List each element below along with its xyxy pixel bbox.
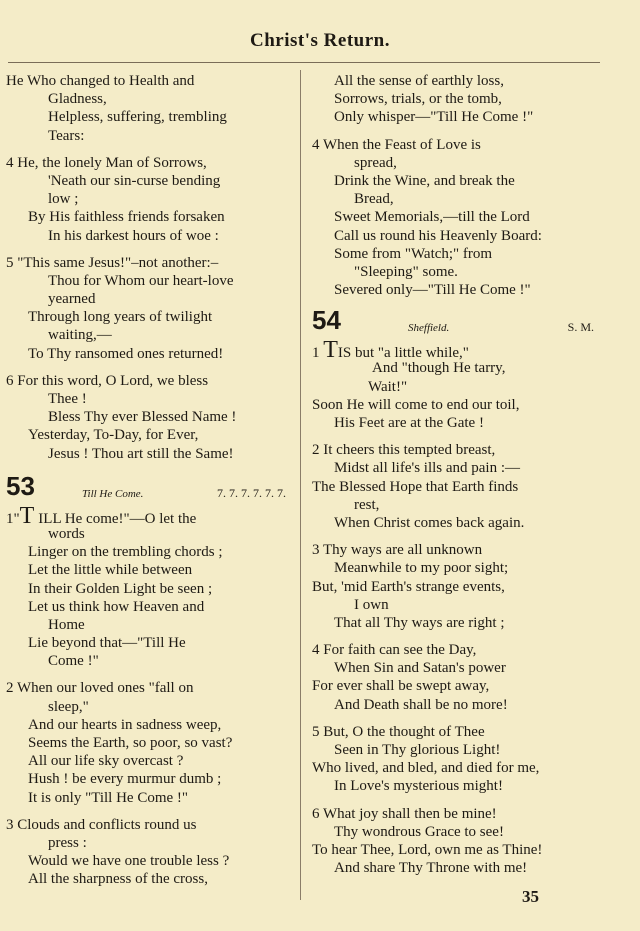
page-title: Christ's Return. — [250, 30, 390, 51]
verse-line: Bread, — [354, 191, 394, 208]
verse-line: sleep," — [48, 698, 89, 715]
verse-line: By His faithless friends forsaken — [28, 209, 225, 226]
hymn-54-verse-2 — [312, 441, 600, 532]
hymn-53-verse-1 — [6, 502, 292, 671]
verse-line: For ever shall be swept away, — [312, 678, 490, 695]
verse-line: All our life sky overcast ? — [28, 753, 184, 770]
verse-line: Seen in Thy glorious Light! — [334, 742, 501, 758]
hymn-54-verse-5 — [312, 723, 600, 796]
verse-line: words — [48, 525, 85, 542]
meter: S. M. — [567, 320, 594, 335]
verse-line: Gladness, — [48, 91, 107, 108]
verse-line: Thy wondrous Grace to see! — [334, 823, 504, 840]
verse-line: low ; — [48, 191, 79, 208]
verse-line: 3 Thy ways are all unknown — [312, 542, 483, 559]
verse-line: To Thy ransomed ones returned! — [28, 345, 224, 362]
verse-line: When Sin and Satan's power — [334, 660, 506, 677]
verse-line: Through long years of twilight — [28, 309, 213, 326]
verse-line: Come !" — [48, 653, 99, 670]
verse-line: 'Neath our sin-curse bending — [48, 172, 221, 189]
verse-line: 4 He, the lonely Man of Sorrows, — [6, 154, 207, 171]
verse-line: All the sense of earthly loss, — [334, 73, 504, 89]
left-verse-4 — [6, 154, 292, 245]
header-rule — [8, 62, 600, 63]
verse-line: 4 For faith can see the Day, — [312, 642, 477, 659]
verse-line: It is only "Till He Come !" — [28, 789, 189, 806]
verse-line: 3 Clouds and conflicts round us — [6, 816, 197, 833]
hymn-number: 54 — [312, 305, 341, 336]
verse-line: Sweet Memorials,—till the Lord — [334, 209, 530, 226]
verse-line: 5 But, O the thought of Thee — [312, 723, 485, 740]
verse-line: But, 'mid Earth's strange events, — [312, 578, 505, 595]
column-divider — [300, 70, 301, 900]
verse-line: Jesus ! Thou art still the Same! — [48, 445, 234, 462]
verse-line: 4 When the Feast of Love is — [312, 136, 481, 153]
verse-line: In their Golden Light be seen ; — [28, 580, 213, 597]
verse-line: Thou for Whom our heart-love — [48, 272, 234, 289]
verse-line: Who lived, and bled, and died for me, — [312, 760, 540, 777]
verse-line: 1 TIS but "a little while," — [312, 337, 469, 364]
left-verse-5 — [6, 254, 292, 363]
verse-line: yearned — [48, 291, 96, 308]
meter: 7. 7. 7. 7. 7. 7. — [217, 485, 286, 500]
page-number: 35 — [522, 887, 539, 906]
verse-line: The Blessed Hope that Earth finds — [312, 478, 519, 495]
verse-line: rest, — [354, 496, 380, 513]
verse-line: And share Thy Throne with me! — [334, 860, 528, 877]
hymn-53-heading — [6, 470, 292, 507]
verse-line: And our hearts in sadness weep, — [28, 716, 222, 733]
verse-line: When Christ comes back again. — [334, 514, 525, 531]
verse-line: Let the little while between — [28, 562, 193, 579]
verse-line: Home — [48, 616, 85, 633]
verse-line: 6 For this word, O Lord, we bless — [6, 372, 209, 389]
tune-name: Till He Come. — [82, 487, 144, 500]
right-verse-4 — [312, 136, 600, 300]
verse-line: To hear Thee, Lord, own me as Thine! — [312, 841, 543, 858]
verse-line: press : — [48, 834, 87, 851]
verse-line: Hush ! be every murmur dumb ; — [28, 771, 222, 788]
verse-line: Sorrows, trials, or the tomb, — [334, 91, 502, 108]
verse-line: He Who changed to Health and — [6, 73, 195, 89]
verse-line: Wait!" — [368, 378, 408, 395]
verse-line: Tears: — [48, 127, 85, 144]
drop-cap: T — [19, 502, 35, 529]
verse-line: Let us think how Heaven and — [28, 598, 205, 615]
hymn-54-verse-1 — [312, 337, 600, 432]
left-column — [6, 72, 292, 889]
verse-line: 2 When our loved ones "fall on — [6, 680, 194, 697]
verse-line: In his darkest hours of woe : — [48, 227, 219, 244]
verse-line: "Sleeping" some. — [354, 263, 458, 280]
left-verse-6 — [6, 372, 292, 463]
drop-cap: T — [323, 337, 338, 364]
hymn-54-verse-6 — [312, 805, 600, 878]
verse-line: Bless Thy ever Blessed Name ! — [48, 409, 237, 426]
verse-line: Seems the Earth, so poor, so vast? — [28, 735, 233, 751]
verse-line: Drink the Wine, and break the — [334, 172, 515, 189]
verse-line: I own — [354, 596, 389, 613]
verse-line: Would we have one trouble less ? — [28, 853, 230, 870]
verse-line: 2 It cheers this tempted breast, — [312, 442, 496, 459]
verse-line: spread, — [354, 154, 397, 171]
verse-line: waiting,— — [48, 327, 112, 344]
verse-line: All the sharpness of the cross, — [28, 871, 208, 888]
hymn-number: 53 — [6, 470, 35, 501]
verse-line: In Love's mysterious might! — [334, 778, 503, 795]
verse-line: Soon He will come to end our toil, — [312, 396, 520, 413]
hymn-54-heading — [312, 305, 600, 341]
verse-line: And "though He tarry, — [372, 360, 506, 377]
verse-line: Linger on the trembling chords ; — [28, 544, 223, 561]
right-continuation — [312, 72, 600, 127]
verse-line: Call us round his Heavenly Board: — [334, 227, 542, 244]
left-continuation — [6, 72, 292, 145]
verse-line: Only whisper—"Till He Come !" — [334, 109, 534, 126]
verse-line: 1"T ILL He come!"—O let the — [6, 502, 197, 529]
verse-line: Helpless, suffering, trembling — [48, 109, 227, 126]
verse-line: Yesterday, To-Day, for Ever, — [28, 427, 199, 444]
hymn-54-verse-4 — [312, 641, 600, 714]
right-column — [312, 72, 600, 877]
verse-line: And Death shall be no more! — [334, 696, 508, 713]
verse-line: Midst all life's ills and pain :— — [334, 460, 521, 477]
tune-name: Sheffield. — [408, 322, 450, 335]
verse-line: 6 What joy shall then be mine! — [312, 805, 497, 822]
hymn-53-verse-2 — [6, 679, 292, 806]
hymn-53-verse-3 — [6, 816, 292, 889]
verse-line: Lie beyond that—"Till He — [28, 635, 186, 652]
verse-line: Meanwhile to my poor sight; — [334, 560, 509, 577]
hymn-54-verse-3 — [312, 541, 600, 632]
verse-line: Severed only—"Till He Come !" — [334, 282, 531, 299]
verse-line: Some from "Watch;" from — [334, 245, 493, 262]
verse-line: Thee ! — [48, 391, 87, 407]
verse-line: That all Thy ways are right ; — [334, 614, 505, 631]
verse-line: His Feet are at the Gate ! — [334, 415, 484, 431]
verse-line: 5 "This same Jesus!"–not another:– — [6, 254, 219, 271]
